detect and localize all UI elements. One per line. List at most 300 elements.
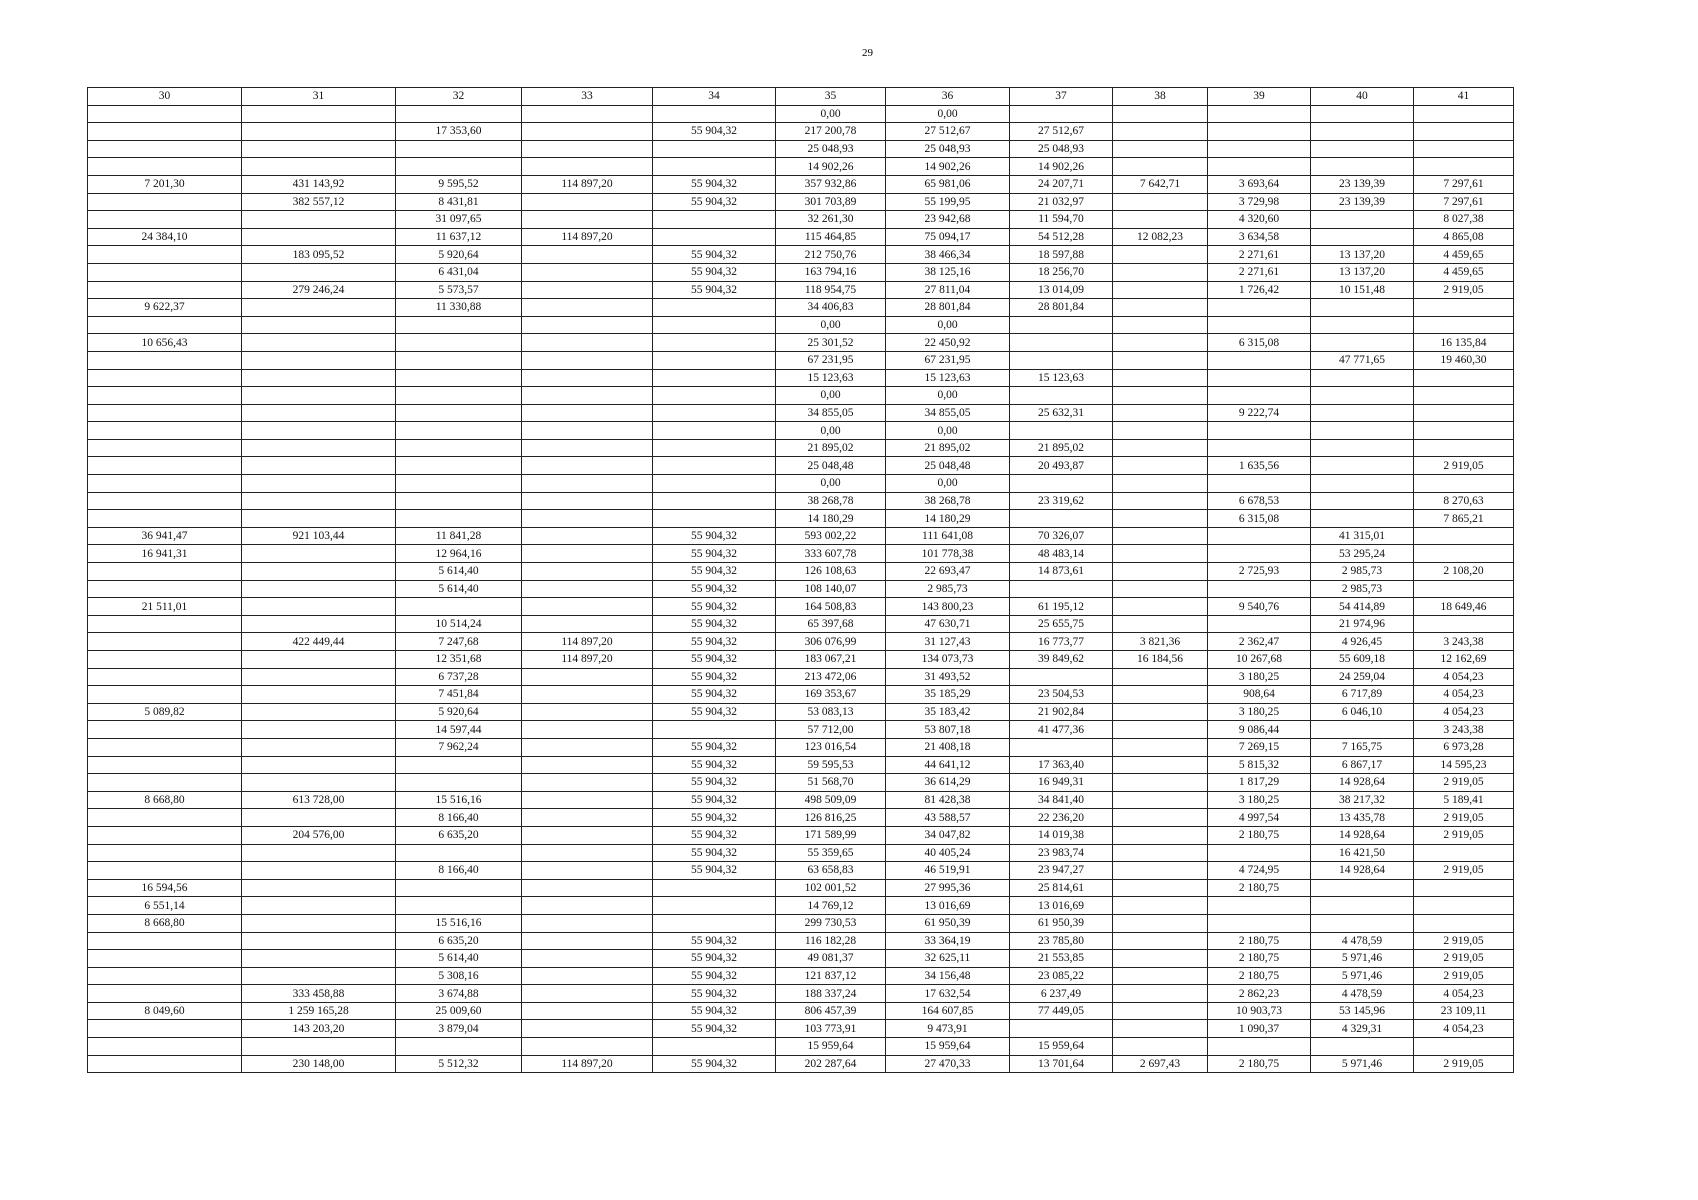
table-row	[88, 510, 1514, 528]
table-cell: 118 954,75	[776, 281, 886, 299]
table-cell: 593 002,22	[776, 527, 886, 545]
table-cell: 183 067,21	[776, 651, 886, 669]
table-cell	[1113, 369, 1208, 387]
table-cell: 27 995,36	[886, 879, 1010, 897]
table-cell: 55 904,32	[653, 1002, 776, 1020]
table-cell	[88, 123, 242, 141]
table-cell: 12 351,68	[396, 651, 522, 669]
table-cell	[522, 738, 653, 756]
table-cell: 49 081,37	[776, 950, 886, 968]
table-cell	[242, 457, 396, 475]
table-cell: 382 557,12	[242, 193, 396, 211]
table-cell	[1311, 299, 1414, 317]
table-cell	[653, 140, 776, 158]
table-cell	[1113, 1020, 1208, 1038]
table-cell	[1113, 615, 1208, 633]
table-cell: 55 904,32	[653, 615, 776, 633]
table-cell: 21 895,02	[886, 439, 1010, 457]
table-cell: 34 047,82	[886, 826, 1010, 844]
table-cell	[242, 914, 396, 932]
table-cell	[522, 756, 653, 774]
table-cell	[522, 527, 653, 545]
table-cell	[653, 105, 776, 123]
table-cell: 0,00	[886, 105, 1010, 123]
table-cell: 4 926,45	[1311, 633, 1414, 651]
table-cell: 143 800,23	[886, 598, 1010, 616]
table-cell	[1113, 387, 1208, 405]
table-cell: 4 054,23	[1414, 686, 1514, 704]
table-cell	[88, 932, 242, 950]
table-row	[88, 563, 1514, 581]
table-cell	[653, 422, 776, 440]
table-cell	[1311, 475, 1414, 493]
table-cell	[522, 580, 653, 598]
table-cell	[1113, 140, 1208, 158]
table-cell: 8 668,80	[88, 791, 242, 809]
table-cell	[1113, 826, 1208, 844]
table-cell: 7 451,84	[396, 686, 522, 704]
table-cell: 77 449,05	[1010, 1002, 1113, 1020]
table-cell: 35 183,42	[886, 703, 1010, 721]
table-cell	[88, 140, 242, 158]
table-cell: 44 641,12	[886, 756, 1010, 774]
table-cell: 55 904,32	[653, 545, 776, 563]
table-cell: 25 048,93	[1010, 140, 1113, 158]
table-cell: 21 511,01	[88, 598, 242, 616]
table-cell	[1414, 299, 1514, 317]
table-cell: 169 353,67	[776, 686, 886, 704]
table-cell: 22 693,47	[886, 563, 1010, 581]
table-cell	[1113, 334, 1208, 352]
table-row	[88, 914, 1514, 932]
table-cell	[396, 334, 522, 352]
table-cell	[1414, 316, 1514, 334]
table-cell: 55 904,32	[653, 527, 776, 545]
table-cell: 36 614,29	[886, 774, 1010, 792]
table-cell	[653, 158, 776, 176]
table-cell: 5 815,32	[1208, 756, 1311, 774]
table-cell	[88, 668, 242, 686]
table-cell	[1113, 738, 1208, 756]
table-cell: 51 568,70	[776, 774, 886, 792]
table-cell	[242, 439, 396, 457]
table-cell: 34 855,05	[776, 404, 886, 422]
table-cell: 38 217,32	[1311, 791, 1414, 809]
table-row	[88, 1055, 1514, 1073]
table-cell: 6 431,04	[396, 263, 522, 281]
table-cell: 14 928,64	[1311, 826, 1414, 844]
table-cell	[242, 615, 396, 633]
table-cell: 0,00	[776, 387, 886, 405]
table-cell	[88, 651, 242, 669]
table-cell: 188 337,24	[776, 985, 886, 1003]
table-cell	[396, 316, 522, 334]
table-cell	[1414, 439, 1514, 457]
table-cell	[522, 686, 653, 704]
table-cell	[242, 721, 396, 739]
table-row	[88, 967, 1514, 985]
table-cell: 16 421,50	[1311, 844, 1414, 862]
table-cell	[522, 615, 653, 633]
table-cell	[242, 879, 396, 897]
column-header: 30	[88, 88, 242, 106]
table-cell: 8 166,40	[396, 862, 522, 880]
table-cell: 9 622,37	[88, 299, 242, 317]
table-cell: 2 919,05	[1414, 826, 1514, 844]
table-cell	[1113, 1038, 1208, 1056]
table-cell	[1208, 299, 1311, 317]
table-cell: 5 614,40	[396, 563, 522, 581]
table-cell: 55 904,32	[653, 985, 776, 1003]
table-cell	[242, 950, 396, 968]
table-cell: 22 236,20	[1010, 809, 1113, 827]
table-cell	[242, 422, 396, 440]
table-cell	[1113, 1002, 1208, 1020]
table-cell	[522, 668, 653, 686]
table-cell: 34 841,40	[1010, 791, 1113, 809]
table-row	[88, 175, 1514, 193]
table-cell	[1311, 123, 1414, 141]
table-cell: 2 180,75	[1208, 1055, 1311, 1073]
table-cell: 4 478,59	[1311, 985, 1414, 1003]
table-row	[88, 527, 1514, 545]
table-cell	[1208, 439, 1311, 457]
table-cell	[1311, 105, 1414, 123]
table-cell: 3 243,38	[1414, 633, 1514, 651]
table-cell: 16 773,77	[1010, 633, 1113, 651]
table-cell: 114 897,20	[522, 1055, 653, 1073]
table-cell: 1 726,42	[1208, 281, 1311, 299]
table-row	[88, 826, 1514, 844]
table-cell	[653, 457, 776, 475]
table-cell	[242, 545, 396, 563]
table-cell: 108 140,07	[776, 580, 886, 598]
table-cell	[242, 967, 396, 985]
table-cell: 2 362,47	[1208, 633, 1311, 651]
table-cell: 613 728,00	[242, 791, 396, 809]
table-cell: 31 493,52	[886, 668, 1010, 686]
table-cell	[88, 844, 242, 862]
table-cell: 33 364,19	[886, 932, 1010, 950]
table-cell	[396, 351, 522, 369]
table-cell	[522, 985, 653, 1003]
table-cell	[396, 774, 522, 792]
table-cell: 55 904,32	[653, 791, 776, 809]
table-cell	[1113, 123, 1208, 141]
table-cell: 357 932,86	[776, 175, 886, 193]
table-row	[88, 774, 1514, 792]
table-cell	[522, 351, 653, 369]
table-cell: 41 315,01	[1311, 527, 1414, 545]
table-cell: 230 148,00	[242, 1055, 396, 1073]
table-cell	[1208, 897, 1311, 915]
table-cell	[88, 721, 242, 739]
table-cell	[1113, 580, 1208, 598]
table-cell	[1113, 862, 1208, 880]
table-cell	[88, 756, 242, 774]
table-cell: 7 297,61	[1414, 193, 1514, 211]
table-cell	[522, 316, 653, 334]
table-cell	[653, 510, 776, 528]
table-cell: 0,00	[886, 475, 1010, 493]
table-cell: 7 865,21	[1414, 510, 1514, 528]
table-cell: 55 904,32	[653, 263, 776, 281]
table-cell: 43 588,57	[886, 809, 1010, 827]
table-row	[88, 246, 1514, 264]
table-cell: 16 184,56	[1113, 651, 1208, 669]
table-cell	[1113, 527, 1208, 545]
table-cell: 12 082,23	[1113, 228, 1208, 246]
table-cell: 27 512,67	[1010, 123, 1113, 141]
table-cell	[396, 598, 522, 616]
table-cell: 8 431,81	[396, 193, 522, 211]
table-cell: 2 919,05	[1414, 932, 1514, 950]
table-cell: 921 103,44	[242, 527, 396, 545]
table-cell: 134 073,73	[886, 651, 1010, 669]
table-cell	[522, 721, 653, 739]
table-cell: 4 478,59	[1311, 932, 1414, 950]
table-cell	[88, 158, 242, 176]
table-cell: 55 904,32	[653, 703, 776, 721]
table-cell: 5 614,40	[396, 580, 522, 598]
table-row	[88, 738, 1514, 756]
table-cell	[1113, 492, 1208, 510]
table-row	[88, 985, 1514, 1003]
table-cell	[88, 316, 242, 334]
table-cell: 16 949,31	[1010, 774, 1113, 792]
table-cell: 1 259 165,28	[242, 1002, 396, 1020]
table-cell	[522, 826, 653, 844]
table-cell	[1010, 580, 1113, 598]
column-header: 33	[522, 88, 653, 106]
table-row	[88, 721, 1514, 739]
table-cell: 2 919,05	[1414, 1055, 1514, 1073]
table-row	[88, 932, 1514, 950]
table-cell	[1414, 158, 1514, 176]
table-cell	[88, 809, 242, 827]
table-cell	[242, 263, 396, 281]
table-cell: 32 261,30	[776, 211, 886, 229]
table-cell	[1113, 703, 1208, 721]
table-cell: 7 201,30	[88, 175, 242, 193]
table-cell: 55 904,32	[653, 826, 776, 844]
table-cell: 23 109,11	[1414, 1002, 1514, 1020]
table-cell	[653, 439, 776, 457]
column-header: 41	[1414, 88, 1514, 106]
table-row	[88, 668, 1514, 686]
table-cell: 14 597,44	[396, 721, 522, 739]
table-cell: 15 123,63	[886, 369, 1010, 387]
table-cell	[1113, 422, 1208, 440]
table-cell	[1113, 246, 1208, 264]
table-cell	[242, 1038, 396, 1056]
table-cell	[242, 140, 396, 158]
table-cell: 279 246,24	[242, 281, 396, 299]
table-cell: 15 959,64	[1010, 1038, 1113, 1056]
table-cell: 0,00	[776, 422, 886, 440]
table-cell: 5 920,64	[396, 703, 522, 721]
table-cell	[1113, 914, 1208, 932]
table-cell	[653, 334, 776, 352]
table-cell: 6 635,20	[396, 826, 522, 844]
table-cell: 3 879,04	[396, 1020, 522, 1038]
table-cell: 57 712,00	[776, 721, 886, 739]
table-cell: 55 904,32	[653, 862, 776, 880]
table-cell: 333 458,88	[242, 985, 396, 1003]
table-cell	[1010, 105, 1113, 123]
table-cell	[1113, 598, 1208, 616]
table-cell	[1208, 914, 1311, 932]
table-cell: 10 267,68	[1208, 651, 1311, 669]
table-cell: 23 947,27	[1010, 862, 1113, 880]
table-cell	[242, 316, 396, 334]
table-cell: 0,00	[776, 105, 886, 123]
table-cell	[653, 897, 776, 915]
table-cell: 25 048,93	[776, 140, 886, 158]
table-cell: 25 009,60	[396, 1002, 522, 1020]
table-cell: 55 904,32	[653, 950, 776, 968]
column-header: 32	[396, 88, 522, 106]
table-row	[88, 211, 1514, 229]
table-cell	[1311, 879, 1414, 897]
table-cell	[1113, 756, 1208, 774]
table-cell	[653, 721, 776, 739]
table-cell: 17 353,60	[396, 123, 522, 141]
table-cell: 23 139,39	[1311, 175, 1414, 193]
table-cell: 3 674,88	[396, 985, 522, 1003]
table-cell	[1311, 158, 1414, 176]
table-cell	[1208, 369, 1311, 387]
table-cell	[522, 791, 653, 809]
table-cell: 126 108,63	[776, 563, 886, 581]
table-cell	[242, 651, 396, 669]
table-cell	[396, 439, 522, 457]
table-cell: 21 553,85	[1010, 950, 1113, 968]
table-cell	[242, 668, 396, 686]
table-cell	[1414, 369, 1514, 387]
table-cell: 806 457,39	[776, 1002, 886, 1020]
table-cell: 4 329,31	[1311, 1020, 1414, 1038]
table-cell	[1113, 809, 1208, 827]
table-cell: 299 730,53	[776, 914, 886, 932]
table-cell	[1414, 123, 1514, 141]
table-cell: 24 384,10	[88, 228, 242, 246]
table-cell: 23 319,62	[1010, 492, 1113, 510]
table-cell	[522, 439, 653, 457]
table-cell: 2 180,75	[1208, 950, 1311, 968]
table-cell: 14 180,29	[776, 510, 886, 528]
table-cell	[242, 228, 396, 246]
table-cell: 34 406,83	[776, 299, 886, 317]
table-cell: 13 137,20	[1311, 263, 1414, 281]
table-cell: 3 243,38	[1414, 721, 1514, 739]
table-cell	[242, 211, 396, 229]
table-cell	[396, 158, 522, 176]
table-cell: 10 656,43	[88, 334, 242, 352]
table-cell: 53 083,13	[776, 703, 886, 721]
table-cell	[1208, 844, 1311, 862]
column-header: 36	[886, 88, 1010, 106]
table-cell	[242, 598, 396, 616]
table-cell: 9 540,76	[1208, 598, 1311, 616]
table-cell	[242, 774, 396, 792]
table-row	[88, 598, 1514, 616]
table-cell	[522, 140, 653, 158]
table-cell: 59 595,53	[776, 756, 886, 774]
table-cell	[396, 897, 522, 915]
table-cell	[242, 334, 396, 352]
table-cell	[522, 879, 653, 897]
table-cell: 4 054,23	[1414, 668, 1514, 686]
table-cell	[88, 263, 242, 281]
table-cell: 171 589,99	[776, 826, 886, 844]
table-row	[88, 950, 1514, 968]
table-cell	[522, 1002, 653, 1020]
table-cell: 4 459,65	[1414, 263, 1514, 281]
table-cell	[1113, 932, 1208, 950]
table-row	[88, 351, 1514, 369]
table-cell	[1414, 580, 1514, 598]
table-cell: 70 326,07	[1010, 527, 1113, 545]
table-cell: 4 724,95	[1208, 862, 1311, 880]
table-cell	[1113, 897, 1208, 915]
table-cell	[1113, 950, 1208, 968]
table-cell	[396, 404, 522, 422]
table-cell	[522, 211, 653, 229]
table-cell	[1311, 492, 1414, 510]
table-row	[88, 158, 1514, 176]
table-cell	[1113, 985, 1208, 1003]
table-cell: 14 019,38	[1010, 826, 1113, 844]
table-cell	[88, 686, 242, 704]
table-cell	[1113, 299, 1208, 317]
table-cell: 21 408,18	[886, 738, 1010, 756]
table-cell: 498 509,09	[776, 791, 886, 809]
table-cell	[1414, 422, 1514, 440]
table-cell: 23 504,53	[1010, 686, 1113, 704]
table-cell: 55 904,32	[653, 809, 776, 827]
table-cell	[88, 510, 242, 528]
table-cell	[88, 404, 242, 422]
table-cell: 183 095,52	[242, 246, 396, 264]
table-row	[88, 316, 1514, 334]
table-cell: 5 512,32	[396, 1055, 522, 1073]
table-cell: 55 199,95	[886, 193, 1010, 211]
table-cell: 7 269,15	[1208, 738, 1311, 756]
table-cell: 3 634,58	[1208, 228, 1311, 246]
table-cell: 81 428,38	[886, 791, 1010, 809]
table-cell	[522, 774, 653, 792]
table-cell: 2 108,20	[1414, 563, 1514, 581]
table-cell	[522, 809, 653, 827]
table-cell: 103 773,91	[776, 1020, 886, 1038]
table-row	[88, 457, 1514, 475]
table-cell	[1311, 211, 1414, 229]
table-cell: 12 964,16	[396, 545, 522, 563]
table-cell: 55 904,32	[653, 756, 776, 774]
table-cell: 2 985,73	[886, 580, 1010, 598]
table-cell	[242, 387, 396, 405]
table-cell: 13 137,20	[1311, 246, 1414, 264]
table-cell: 10 151,48	[1311, 281, 1414, 299]
table-cell: 163 794,16	[776, 263, 886, 281]
table-cell	[1311, 897, 1414, 915]
table-cell: 121 837,12	[776, 967, 886, 985]
table-cell: 3 180,25	[1208, 791, 1311, 809]
table-cell	[522, 334, 653, 352]
table-cell: 55 904,32	[653, 563, 776, 581]
table-cell: 3 729,98	[1208, 193, 1311, 211]
